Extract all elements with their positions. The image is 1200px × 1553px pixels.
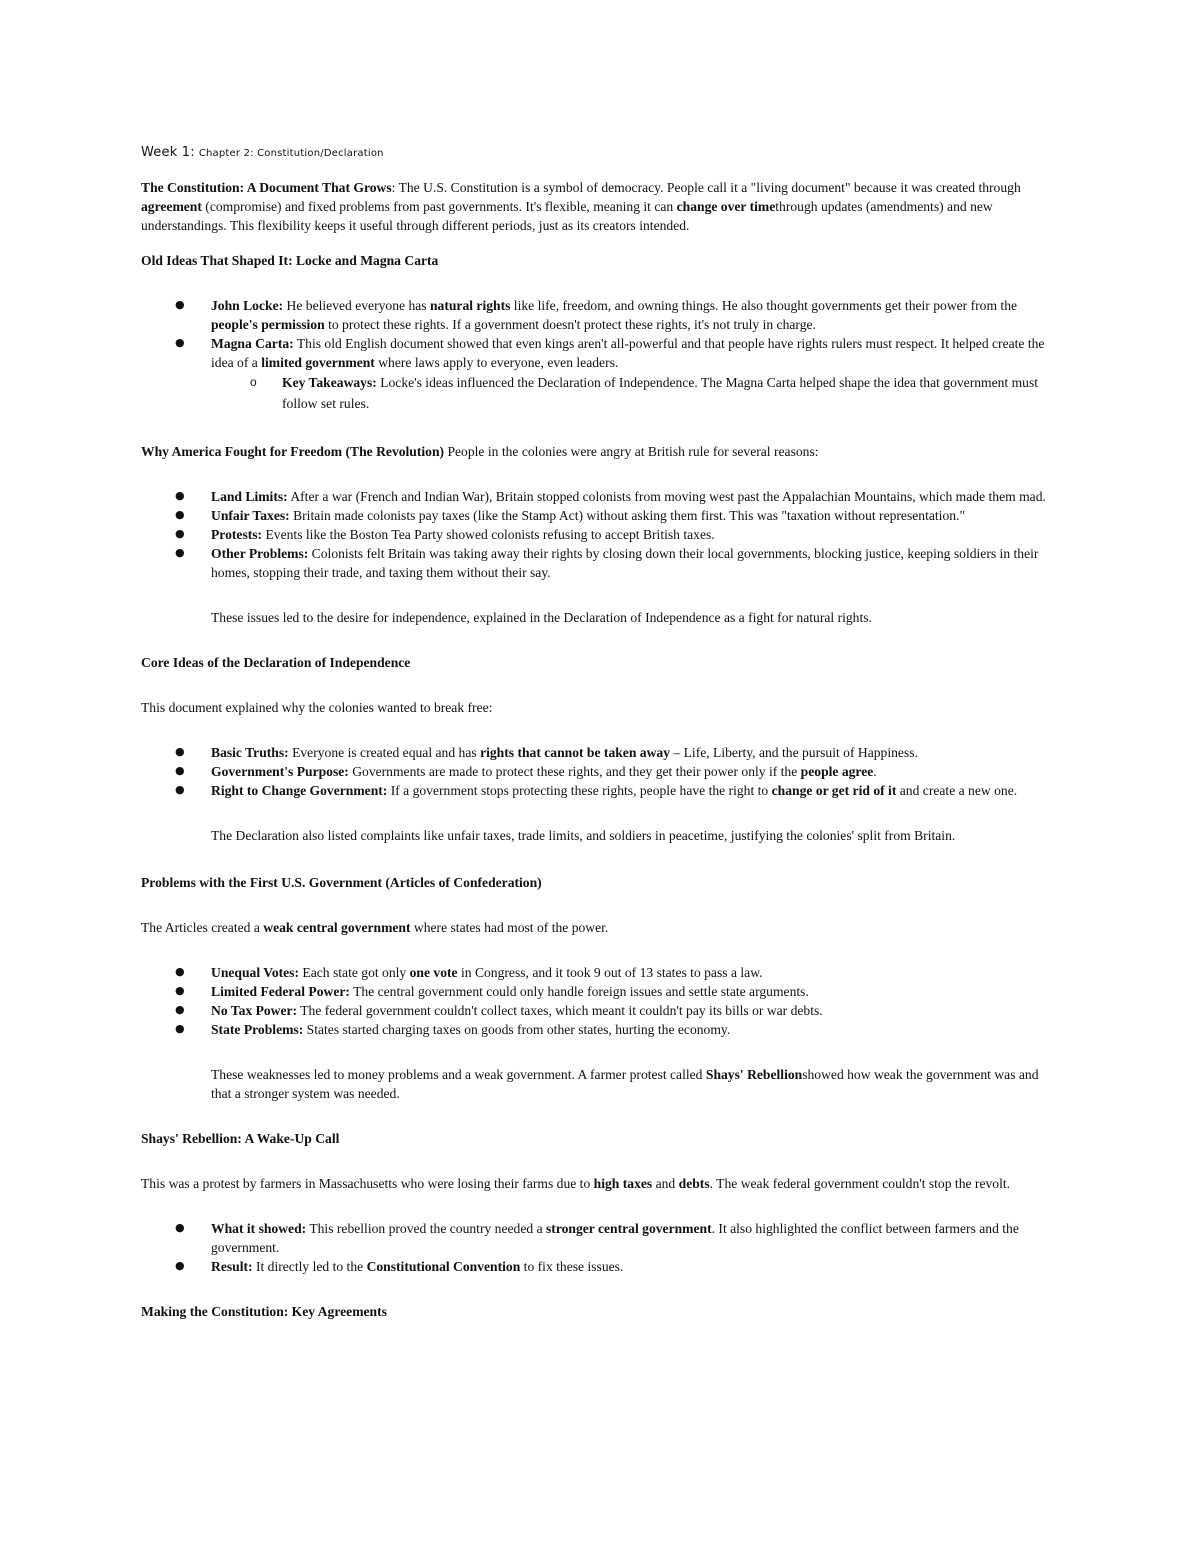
magna-label: Magna Carta: [211,336,294,351]
item-text: The central government could only handle foreign issues and settle state arguments. [349,984,809,999]
revolution-note: These issues led to the desire for independence, explained in the Declaration of Independence as a fight for natural rights. [211,610,872,625]
section-heading-declaration: Core Ideas of the Declaration of Independence [141,655,411,670]
revolution-list [141,487,1061,582]
change-label: Right to Change Government: [211,783,388,798]
basic-bold: rights that cannot be taken away [480,745,671,760]
shays-intro-text-3: . The weak federal government couldn't stop the revolt. [709,1176,1011,1191]
intro-text-3: through updates (amendments) and new understandings. This flexibility keeps it useful through different periods, just as its creators intended. [141,199,993,233]
magna-text-1: This old English document showed that even kings aren't all-powerful and that people have rights rulers must respect. It helped create the idea of a [211,336,1045,370]
locke-bold-2: people's permission [211,317,325,332]
purpose-bold: people agree [800,764,874,779]
votes-text-1: Each state got only [299,965,410,980]
item-label: Land Limits: [211,489,288,504]
articles-list [141,963,1061,1039]
section-heading-revolution: Why America Fought for Freedom (The Revolution) [141,444,445,459]
votes-text-2: in Congress, and it took 9 out of 13 states to pass a law. [457,965,763,980]
item-text: States started charging taxes on goods from other states, hurting the economy. [303,1022,731,1037]
result-text-2: to fix these issues. [520,1259,624,1274]
change-text-1: If a government stops protecting these rights, people have the right to [387,783,772,798]
articles-intro [141,918,1061,937]
basic-label: Basic Truths: [211,745,289,760]
votes-bold: one vote [409,965,458,980]
item-text: Events like the Boston Tea Party showed colonists refusing to accept British taxes. [262,527,715,542]
showed-bold: stronger central government [546,1221,712,1236]
locke-text-1: He believed everyone has [283,298,430,313]
articles-note-text-1: These weaknesses led to money problems and a weak government. A farmer protest called [211,1067,706,1082]
change-text-2: and create a new one. [896,783,1018,798]
result-label: Result: [211,1259,253,1274]
shays-intro-bold-1: high taxes [593,1176,653,1191]
revolution-intro [141,442,1061,461]
list-item-locke [211,296,1061,334]
intro-bold-2: agreement [141,199,202,214]
list-item [211,506,1061,525]
intro-text-2: (compromise) and fixed problems from past governments. It's flexible, meaning it can [201,199,677,214]
change-bold: change or get rid of it [771,783,897,798]
declaration-list [141,743,1061,800]
magna-bold-1: limited government [261,355,375,370]
locke-text-2: like life, freedom, and owning things. He also thought governments get their power from the [510,298,1018,313]
list-item [211,982,1061,1001]
shays-intro-text-2: and [652,1176,679,1191]
purpose-text-1: Governments are made to protect these rights, and they get their power only if the [348,764,801,779]
list-item [211,525,1061,544]
page-title [141,143,1061,163]
takeaways-label: Key Takeaways: [282,375,377,390]
takeaways-list [211,372,1061,414]
document-body [141,143,1061,1347]
list-item-what-it-showed [211,1219,1061,1257]
declaration-note: The Declaration also listed complaints like unfair taxes, trade limits, and soldiers in peacetime, justifying the colonies' split from Britain. [211,828,956,843]
list-item [211,544,1061,582]
declaration-intro: This document explained why the colonies wanted to break free: [141,700,493,715]
item-text: After a war (French and Indian War), Britain stopped colonists from moving west past the Appalachian Mountains, which made them mad. [287,489,1046,504]
item-label: Limited Federal Power: [211,984,350,999]
intro-bold-1: The Constitution: A Document That Grows [141,180,392,195]
item-label: Other Problems: [211,546,309,561]
list-item-takeaways [282,372,1061,414]
intro-bold-3: change over time [676,199,776,214]
purpose-label: Government's Purpose: [211,764,349,779]
takeaways-text: Locke's ideas influenced the Declaration of Independence. The Magna Carta helped shape the idea that government must follow set rules. [282,375,1039,411]
showed-text-1: This rebellion proved the country needed a [306,1221,547,1236]
intro-paragraph [141,178,1061,235]
item-label: Unfair Taxes: [211,508,290,523]
articles-intro-text-2: where states had most of the power. [410,920,609,935]
item-label: No Tax Power: [211,1003,298,1018]
list-item-right-to-change [211,781,1061,800]
purpose-text-2: . [873,764,877,779]
shays-intro-text-1: This was a protest by farmers in Massachusetts who were losing their farms due to [141,1176,594,1191]
locke-label: John Locke: [211,298,284,313]
list-item-magna [211,334,1061,414]
articles-note [211,1065,1061,1103]
locke-list [141,296,1061,414]
item-text: Britain made colonists pay taxes (like the Stamp Act) without asking them first. This was "taxation without representation." [289,508,965,523]
result-text-1: It directly led to the [252,1259,367,1274]
magna-text-2: where laws apply to everyone, even leaders. [374,355,619,370]
item-text: The federal government couldn't collect taxes, which meant it couldn't pay its bills or war debts. [297,1003,823,1018]
list-item [211,1001,1061,1020]
list-item-result [211,1257,1061,1276]
list-item [211,1020,1061,1039]
votes-label: Unequal Votes: [211,965,300,980]
locke-text-3: to protect these rights. If a government doesn't protect these rights, it's not truly in charge. [324,317,816,332]
item-label: State Problems: [211,1022,304,1037]
section-heading-articles: Problems with the First U.S. Government (Articles of Confederation) [141,875,542,890]
result-bold: Constitutional Convention [366,1259,521,1274]
section-heading-making: Making the Constitution: Key Agreements [141,1304,387,1319]
item-label: Protests: [211,527,263,542]
basic-text-2: – Life, Liberty, and the pursuit of Happiness. [670,745,918,760]
week-label: Week 1: [141,145,195,160]
intro-text-1: : The U.S. Constitution is a symbol of democracy. People call it a "living document" because it was created through [391,180,1021,195]
revolution-intro-text: People in the colonies were angry at British rule for several reasons: [444,444,819,459]
list-item-basic-truths [211,743,1061,762]
showed-text-2: . It also highlighted the conflict between farmers and the government. [211,1221,1019,1255]
basic-text-1: Everyone is created equal and has [288,745,481,760]
showed-label: What it showed: [211,1221,307,1236]
list-item-unequal-votes [211,963,1061,982]
section-heading-locke: Old Ideas That Shaped It: Locke and Magna Carta [141,253,439,268]
section-heading-shays: Shays' Rebellion: A Wake-Up Call [141,1131,340,1146]
articles-intro-text-1: The Articles created a [141,920,264,935]
locke-bold-1: natural rights [429,298,511,313]
articles-intro-bold: weak central government [263,920,411,935]
articles-note-bold: Shays' Rebellion [705,1067,803,1082]
shays-intro-bold-2: debts [678,1176,710,1191]
item-text: Colonists felt Britain was taking away their rights by closing down their local governments, blocking justice, keeping soldiers in their homes, stopping their trade, and taxing them without their say. [211,546,1039,580]
shays-list [141,1219,1061,1276]
shays-intro [141,1174,1061,1193]
list-item [211,487,1061,506]
chapter-label: Chapter 2: Constitution/Declaration [198,148,384,159]
list-item-purpose [211,762,1061,781]
articles-note-text-2: showed how weak the government was and that a stronger system was needed. [211,1067,1039,1101]
